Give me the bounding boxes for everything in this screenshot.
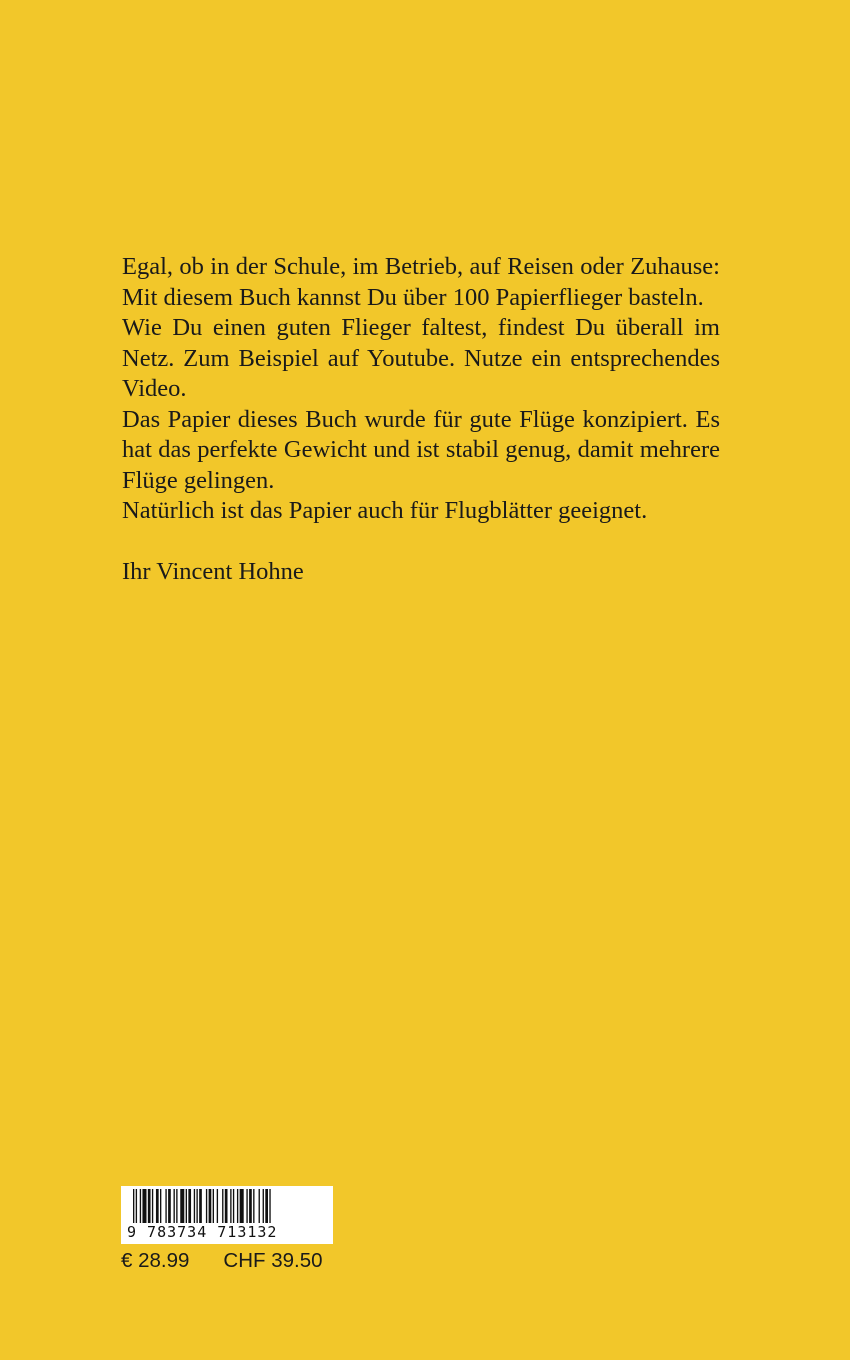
blurb-paragraph: Das Papier dieses Buch wurde für gute Flüge konzipiert. Es hat das perfekte Gewicht und ist stabil genug, damit mehrere Flüge gelingen. [122, 405, 720, 494]
barcode-bar [217, 1189, 218, 1223]
barcode-bar [148, 1189, 151, 1223]
blurb-paragraph: Egal, ob in der Schule, im Betrieb, auf Reisen oder Zuhause: Mit diesem Buch kannst Du über 100 Papierflieger basteln. [122, 253, 720, 311]
barcode-bar [265, 1189, 268, 1223]
barcode-bar [240, 1189, 244, 1223]
barcode-bar [180, 1189, 184, 1223]
barcode-bar [263, 1189, 264, 1223]
author-signature: Ihr Vincent Hohne [122, 557, 304, 585]
barcode-bar [225, 1189, 228, 1223]
barcode-bar [160, 1189, 161, 1223]
barcode-bar [168, 1189, 171, 1223]
barcode-bar [253, 1189, 254, 1223]
barcode-bar [237, 1189, 238, 1223]
barcode-bar [269, 1189, 270, 1223]
barcode-bar [259, 1189, 260, 1223]
barcode-bars [133, 1189, 323, 1223]
barcode-bar [199, 1189, 202, 1223]
price-chf: CHF 39.50 [223, 1249, 323, 1272]
barcode-bar [196, 1189, 197, 1223]
blurb-paragraph: Natürlich ist das Papier auch für Flugblätter geeignet. [122, 497, 648, 524]
blurb-paragraph: Wie Du einen guten Flieger faltest, findest Du überall im Netz. Zum Beispiel auf Youtube. Nutze ein entsprechendes Video. [122, 314, 720, 402]
barcode-bar [165, 1189, 166, 1223]
barcode-bar [222, 1189, 223, 1223]
barcode-bar [206, 1189, 207, 1223]
barcode-bar [230, 1189, 231, 1223]
barcode-bar [186, 1189, 187, 1223]
barcode-bar [140, 1189, 141, 1223]
barcode-bar [233, 1189, 234, 1223]
barcode-bar [246, 1189, 247, 1223]
barcode-bar [176, 1189, 177, 1223]
price-eur: € 28.99 [121, 1249, 190, 1272]
barcode-bar [174, 1189, 175, 1223]
price-line [121, 1249, 323, 1273]
isbn-barcode [121, 1186, 333, 1244]
barcode-bar [213, 1189, 214, 1223]
barcode-bar [194, 1189, 195, 1223]
barcode-bar [249, 1189, 252, 1223]
isbn-digits: 9 783734 713132 [127, 1223, 278, 1241]
back-cover-blurb [122, 252, 720, 587]
barcode-bar [142, 1189, 146, 1223]
barcode-bar [156, 1189, 159, 1223]
barcode-bar [188, 1189, 191, 1223]
barcode-bar [136, 1189, 137, 1223]
barcode-bar [152, 1189, 153, 1223]
barcode-bar [209, 1189, 212, 1223]
barcode-bar [133, 1189, 134, 1223]
